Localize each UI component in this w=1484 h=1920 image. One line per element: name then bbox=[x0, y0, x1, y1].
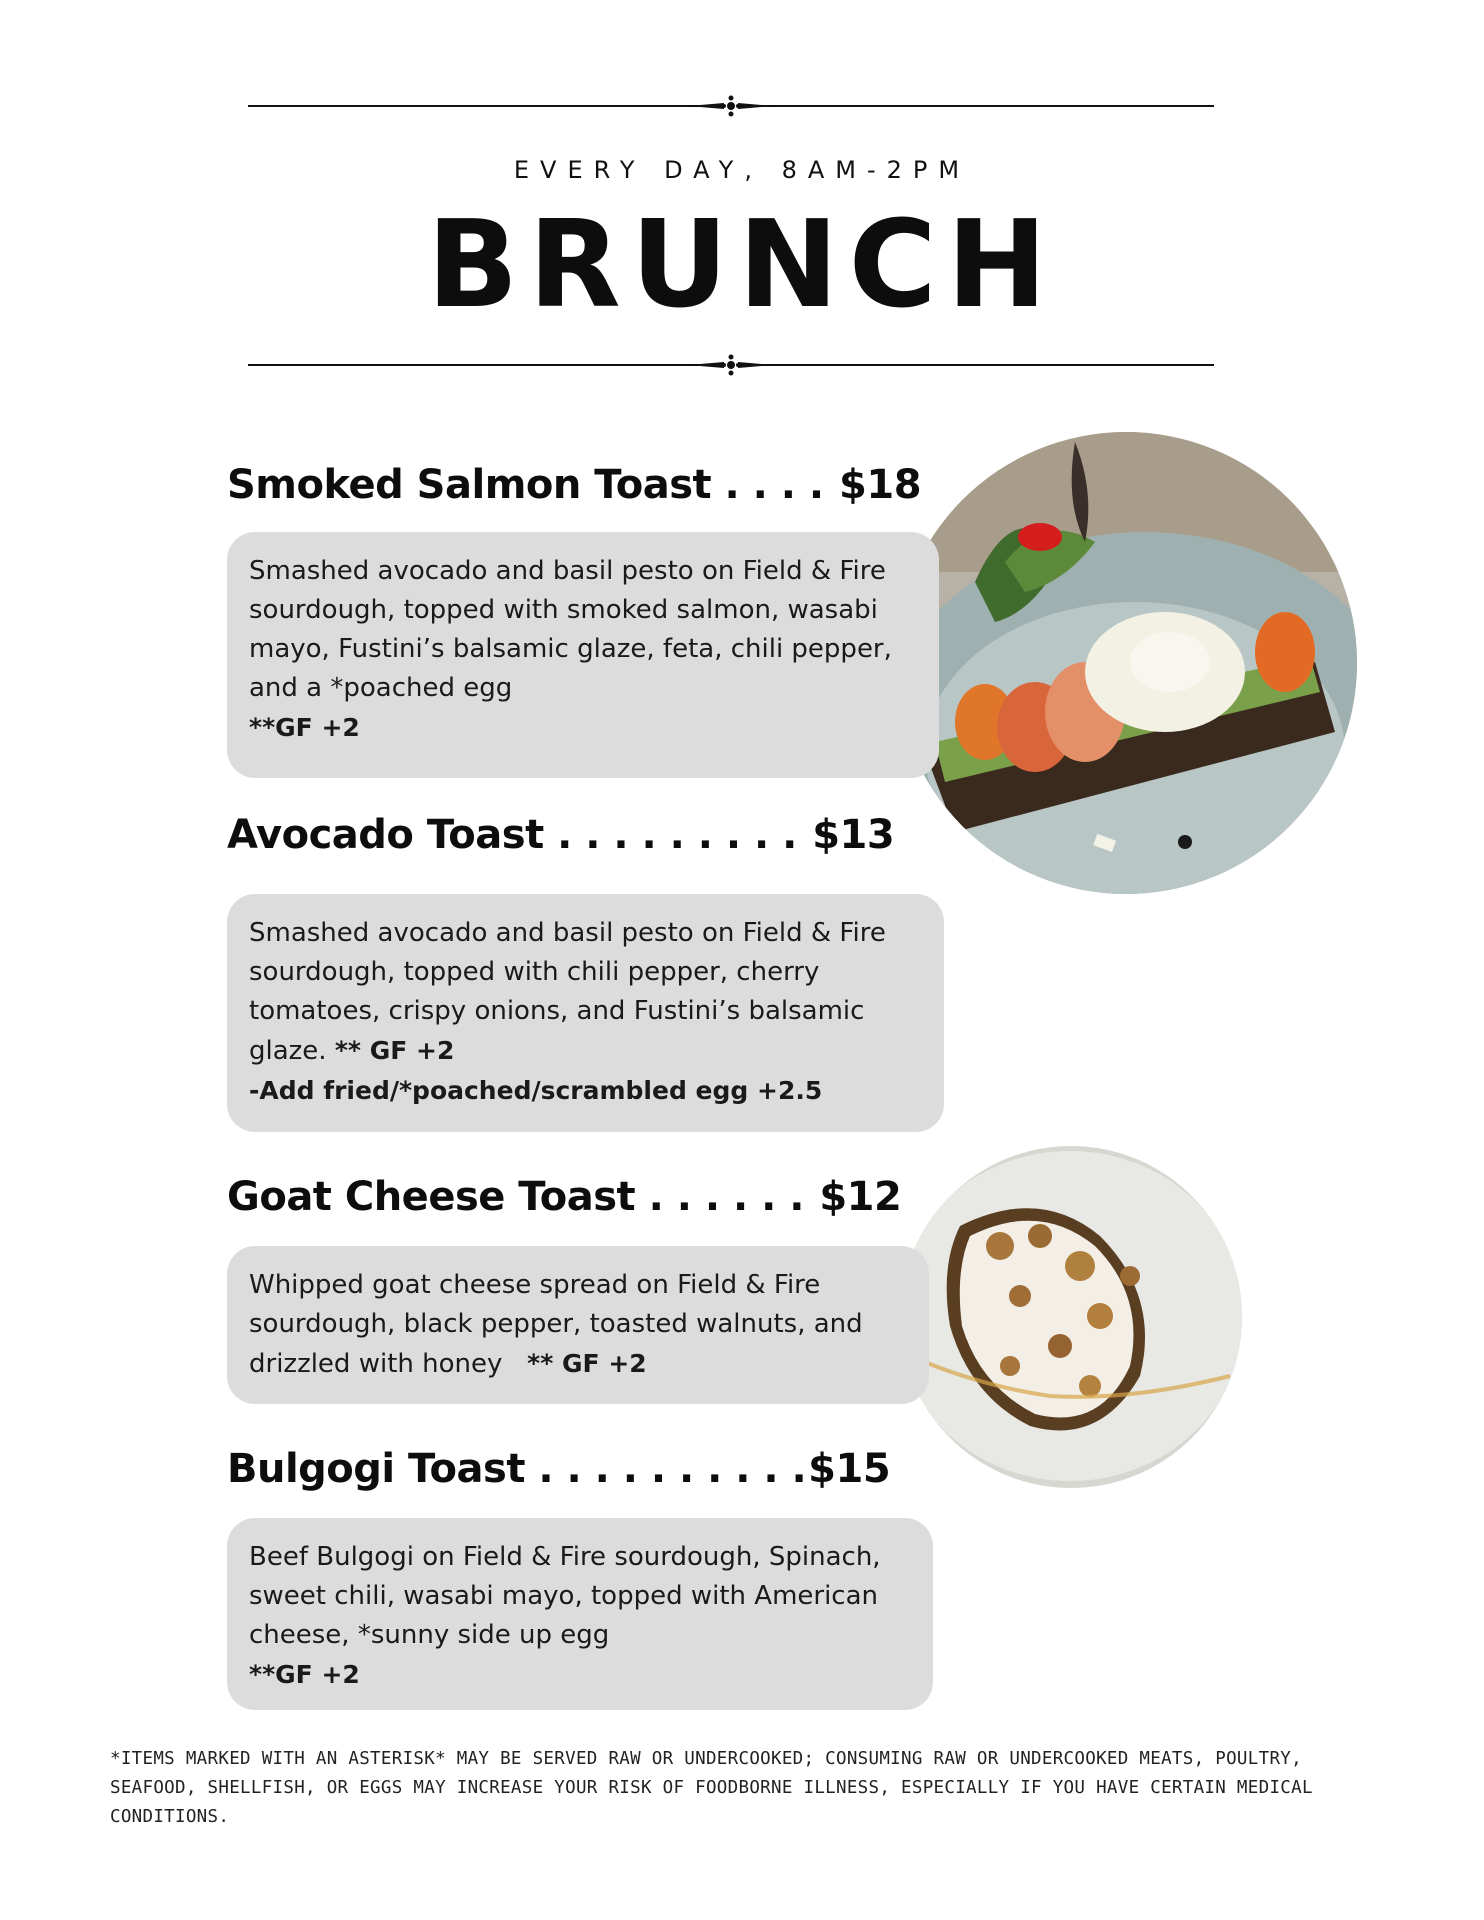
item-title-goat-cheese-toast bbox=[227, 1174, 901, 1220]
item-gf-note: **GF +2 bbox=[249, 1660, 360, 1689]
hours-label: EVERY DAY, 8AM-2PM bbox=[513, 156, 971, 184]
item-description: Smashed avocado and basil pesto on Field & Fire sourdough, topped with chili pepper, cherry tomatoes, crispy onions, and Fustini’s balsamic glaze. bbox=[249, 918, 886, 1066]
item-title-avocado-toast bbox=[227, 812, 894, 858]
item-title-smoked-salmon-toast bbox=[227, 462, 921, 508]
item-description: Smashed avocado and basil pesto on Field & Fire sourdough, topped with smoked salmon, wasabi mayo, Fustini’s balsamic glaze, feta, chili pepper, and a *poached egg bbox=[249, 556, 892, 703]
top-ornament-divider bbox=[248, 94, 1214, 118]
item-name: Goat Cheese Toast . . . . . . bbox=[227, 1174, 818, 1220]
item-description: Beef Bulgogi on Field & Fire sourdough, Spinach, sweet chili, wasabi mayo, topped with American cheese, *sunny side up egg bbox=[249, 1542, 881, 1650]
bottom-ornament-divider bbox=[248, 353, 1214, 377]
item-price: $18 bbox=[839, 462, 922, 508]
goat-cheese-toast-photo bbox=[900, 1146, 1242, 1488]
item-description: Whipped goat cheese spread on Field & Fire sourdough, black pepper, toasted walnuts, and drizzled with honey bbox=[249, 1270, 863, 1379]
item-gf-note: ** GF +2 bbox=[527, 1349, 647, 1378]
item-title-bulgogi-toast bbox=[227, 1446, 890, 1492]
item-price: $12 bbox=[819, 1174, 902, 1220]
item-name: Avocado Toast . . . . . . . . . bbox=[227, 812, 811, 858]
item-description-box-smoked-salmon-toast bbox=[227, 532, 939, 778]
item-gf-note: **GF +2 bbox=[249, 713, 360, 742]
item-name: Bulgogi Toast . . . . . . . . . . bbox=[227, 1446, 807, 1492]
item-price: $15 bbox=[808, 1446, 891, 1492]
item-gf-note: ** GF +2 bbox=[334, 1036, 455, 1065]
item-description-box-bulgogi-toast bbox=[227, 1518, 933, 1710]
item-price: $13 bbox=[812, 812, 895, 858]
raw-food-disclaimer: *ITEMS MARKED WITH AN ASTERISK* MAY BE SERVED RAW OR UNDERCOOKED; CONSUMING RAW OR UNDERCOOKED MEATS, POULTRY, SEAFOOD, SHELLFISH, OR EGGS MAY INCREASE YOUR RISK OF FOODBORNE ILLNESS, ESPECIALLY IF YOU HAVE CERTAIN MEDICAL CONDITIONS. bbox=[110, 1749, 1313, 1827]
item-name: Smoked Salmon Toast . . . . bbox=[227, 462, 838, 508]
item-add-egg-option: -Add fried/*poached/scrambled egg +2.5 bbox=[249, 1076, 823, 1105]
item-description-box-avocado-toast bbox=[227, 894, 944, 1132]
item-description-box-goat-cheese-toast bbox=[227, 1246, 929, 1404]
page-title: BRUNCH bbox=[426, 196, 1058, 335]
smoked-salmon-toast-photo bbox=[895, 432, 1357, 894]
